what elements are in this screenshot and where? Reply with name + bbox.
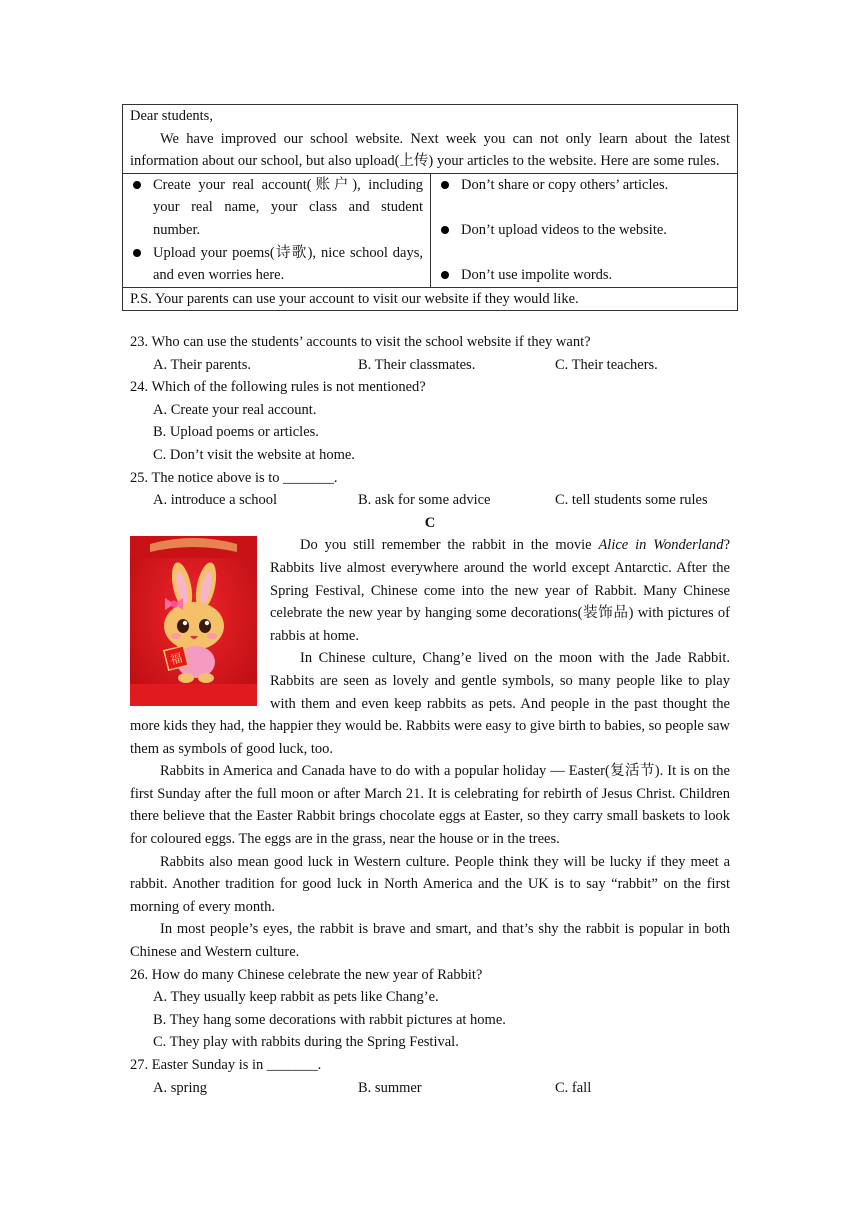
rule-item: Don’t use impolite words. — [438, 264, 730, 287]
option: C. Their teachers. — [555, 356, 658, 373]
question-stem: 27. Easter Sunday is in _______. — [130, 1057, 322, 1073]
p1-after: ? Rabbits live almost everywhere around the world except Antarctic. After the Spring Festival, Chinese come into the new year of Rabbit. Many Chinese celebrate the new year by hanging some decorations(装饰品) with pictures of rabbis at home. — [270, 537, 730, 644]
notice-intro-text: We have improved our school website. Next week you can not only learn about the latest information about our school, but also upload(上传) your articles to the website. Here are some rules. — [130, 130, 730, 170]
rules-left-cell — [123, 173, 431, 287]
p1-before: Do you still remember the rabbit in the movie — [300, 537, 599, 554]
question-stem: 24. Which of the following rules is not mentioned? — [130, 379, 426, 396]
question-options — [130, 1077, 730, 1100]
rule-item: Don’t share or copy others’ articles. — [438, 174, 730, 197]
option: C. tell students some rules — [555, 492, 708, 509]
question-25 — [130, 467, 730, 512]
question-24 — [130, 376, 730, 466]
notice-intro-cell — [123, 105, 738, 174]
option: A. Their parents. — [153, 356, 251, 373]
notice-ps: P.S. Your parents can use your account to visit our website if they would like. — [130, 290, 579, 307]
question-options — [130, 354, 730, 377]
option: B. They hang some decorations with rabbit pictures at home. — [153, 1011, 506, 1028]
option: B. ask for some advice — [358, 492, 491, 509]
option: A. spring — [153, 1079, 207, 1096]
question-stem: 25. The notice above is to _______. — [130, 469, 338, 486]
option: B. summer — [358, 1079, 422, 1096]
notice-greeting: Dear students, — [130, 108, 213, 124]
rule-item: Don’t upload videos to the website. — [438, 219, 730, 242]
rule-item: Create your real account(账户), including your real name, your class and student number. — [130, 174, 423, 242]
option: A. introduce a school — [153, 492, 278, 509]
option: A. They usually keep rabbit as pets like Chang’e. — [153, 989, 439, 1006]
passage-paragraph-3: Rabbits in America and Canada have to do with a popular holiday — Easter(复活节). It is on the first Sunday after the full moon or after March 21. It is celebrating for rebirth of Jesus Christ. Children there believe that the Easter Rabbit brings chocolate eggs at Easter, so they carry small baskets to look for coloured eggs. The eggs are in the grass, near the house or in the trees. — [130, 763, 730, 848]
rules-right-list — [438, 174, 730, 287]
option: C. They play with rabbits during the Spring Festival. — [153, 1034, 459, 1051]
question-stem: 26. How do many Chinese celebrate the new year of Rabbit? — [130, 966, 483, 983]
option: C. Don’t visit the website at home. — [153, 446, 355, 463]
question-23 — [130, 331, 730, 376]
option: B. Their classmates. — [358, 356, 476, 373]
option: C. fall — [555, 1079, 592, 1096]
movie-title: Alice in Wonderland — [598, 537, 724, 554]
notice-table — [122, 104, 738, 311]
fu-character: 福 — [168, 651, 184, 668]
question-26 — [130, 964, 730, 1054]
rules-right-cell — [431, 173, 738, 287]
rabbit-red-envelope-image — [130, 536, 257, 706]
passage-paragraph-5: In most people’s eyes, the rabbit is brave and smart, and that’s shy the rabbit is popular in both Chinese and Western culture. — [130, 921, 730, 961]
rule-item: Upload your poems(诗歌), nice school days, and even worries here. — [130, 242, 423, 287]
section-c-label: C — [424, 514, 436, 531]
notice-ps-cell — [123, 287, 738, 311]
question-27 — [130, 1054, 730, 1099]
passage-paragraph-2: In Chinese culture, Chang’e lived on the moon with the Jade Rabbit. Rabbits are seen as lovely and gentle symbols, so many people like to play with them and even keep rabbits as pets. And people in the past thought the more kids they had, the happier they would be. Rabbits were easy to give birth to babies, so people saw them as symbols of good luck, too. — [130, 650, 730, 757]
question-stem: 23. Who can use the students’ accounts to visit the school website if they want? — [130, 334, 591, 350]
option: B. Upload poems or articles. — [153, 424, 319, 441]
main-content — [130, 331, 730, 1099]
option: A. Create your real account. — [153, 401, 317, 418]
passage-paragraph-4: Rabbits also mean good luck in Western culture. People think they will be lucky if they meet a rabbit. Another tradition for good luck in North America and the UK is to say “rabbit” on the first morning of every month. — [130, 853, 730, 915]
question-options — [130, 489, 730, 512]
rules-left-list — [130, 174, 423, 287]
passage-c — [130, 534, 730, 963]
